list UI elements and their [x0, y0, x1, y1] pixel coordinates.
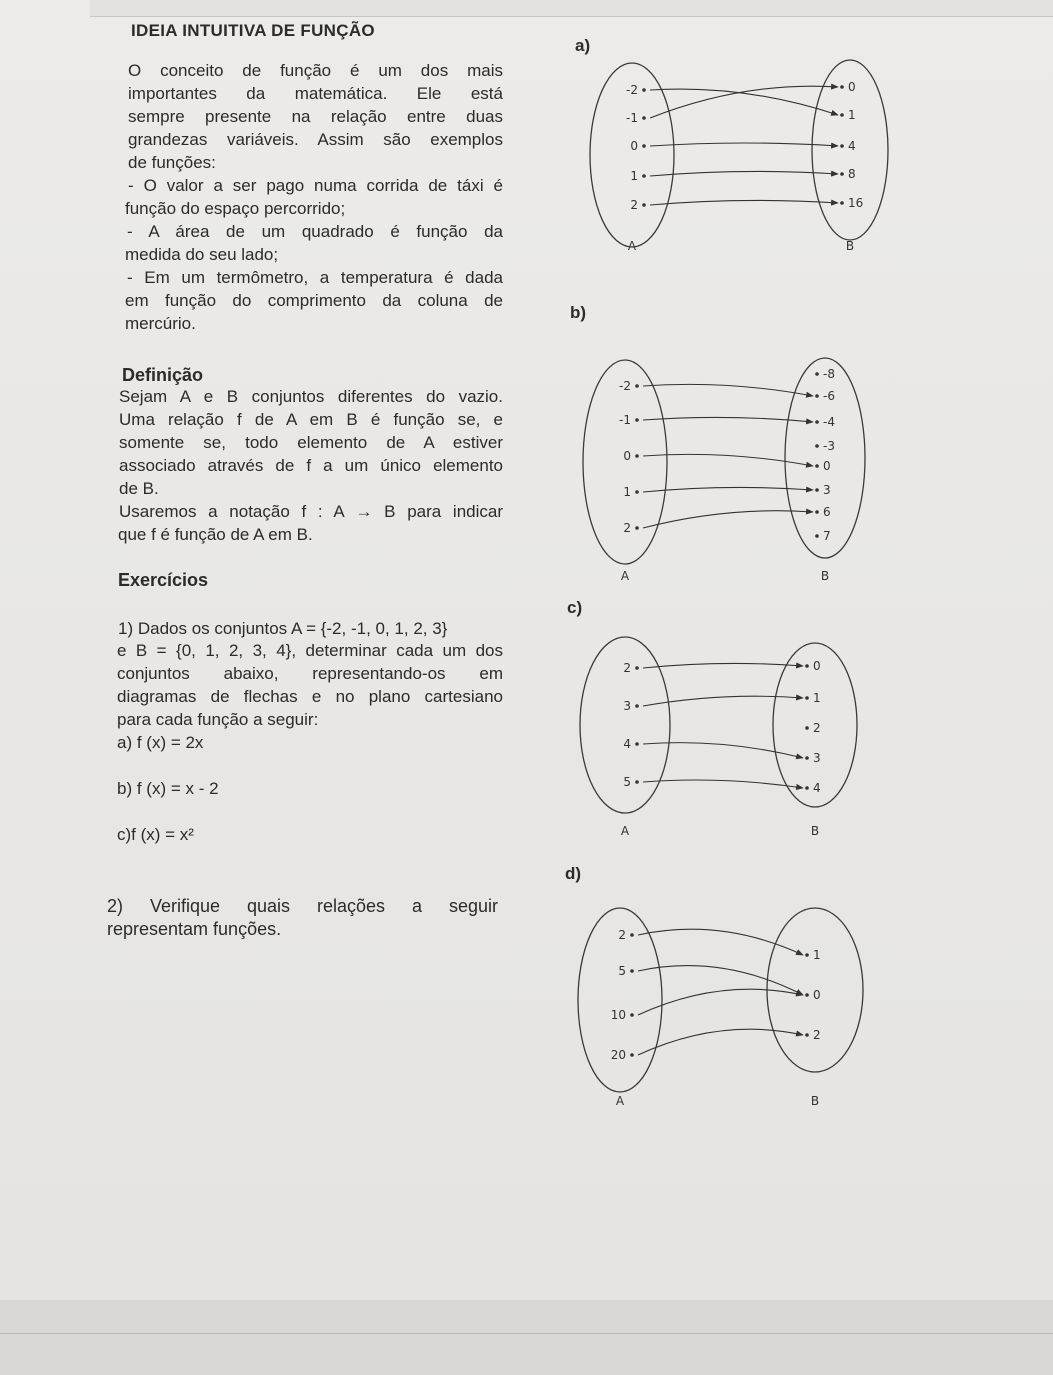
- background-surface: [0, 1300, 1053, 1375]
- mapping-arrow: [638, 929, 803, 955]
- set-a-point: [630, 1013, 634, 1017]
- diagram-d-label: d): [565, 864, 582, 883]
- set-a-element: 2: [623, 661, 631, 675]
- example-2-line-1: - A área de um quadrado é função da: [127, 222, 503, 241]
- set-b-element: 3: [813, 751, 821, 765]
- set-b-element: 0: [813, 988, 821, 1002]
- mapping-arrow: [650, 86, 838, 118]
- set-a-element: 0: [630, 139, 638, 153]
- set-b-element: 1: [813, 691, 821, 705]
- set-b-element: 2: [813, 1028, 821, 1042]
- set-b-element: 0: [823, 459, 831, 473]
- set-b-point: [815, 394, 819, 398]
- exercises-heading: Exercícios: [118, 570, 209, 590]
- set-b-point: [815, 488, 819, 492]
- set-a-point: [635, 704, 639, 708]
- q1-line-3: conjuntos abaixo, representando-os em: [117, 664, 503, 683]
- example-3-line-2: em função do comprimento da coluna de: [125, 291, 503, 310]
- mapping-arrow: [643, 384, 813, 396]
- mapping-arrow: [643, 780, 803, 788]
- set-b-point: [805, 756, 809, 760]
- intro-line-5: de funções:: [128, 153, 216, 172]
- set-a-point: [630, 1053, 634, 1057]
- set-b-element: 0: [848, 80, 856, 94]
- set-b-point: [805, 1033, 809, 1037]
- set-b-element: -8: [823, 367, 835, 381]
- set-b-element: -3: [823, 439, 835, 453]
- set-a-element: -2: [626, 83, 638, 97]
- mapping-arrow: [643, 454, 813, 466]
- mapping-arrow: [638, 989, 803, 1015]
- set-a-element: 5: [618, 964, 626, 978]
- q2-line-1: 2) Verifique quais relações a seguir: [107, 896, 498, 916]
- definition-line-5: de B.: [119, 479, 159, 498]
- set-b-name: B: [820, 569, 830, 583]
- example-3-line-1: - Em um termômetro, a temperatura é dada: [127, 268, 503, 287]
- intro-line-3: sempre presente na relação entre duas: [128, 107, 503, 126]
- set-b-element: 4: [848, 139, 856, 153]
- set-b-element: 3: [823, 483, 831, 497]
- set-b-element: 4: [813, 781, 821, 795]
- set-a-element: 2: [630, 198, 638, 212]
- set-a-element: 0: [623, 449, 631, 463]
- set-a-element: -1: [619, 413, 631, 427]
- set-b-point: [805, 664, 809, 668]
- arrow-diagram-d: [570, 895, 890, 1115]
- diagram-a-label: a): [575, 36, 591, 55]
- definition-line-1: Sejam A e B conjuntos diferentes do vazio.: [119, 387, 503, 406]
- set-b-point: [840, 85, 844, 89]
- set-a-element: 20: [610, 1048, 626, 1062]
- intro-line-1: O conceito de função é um dos mais: [128, 61, 503, 80]
- set-a-element: 2: [618, 928, 626, 942]
- definition-heading: Definição: [122, 365, 204, 385]
- set-a-point: [630, 969, 634, 973]
- set-a-point: [635, 666, 639, 670]
- set-b-name: B: [810, 1094, 820, 1108]
- definition-line-4: associado através de f a um único elemento: [119, 456, 503, 475]
- q1-line-4: diagramas de flechas e no plano cartesiano: [117, 687, 503, 706]
- set-b-element: 16: [848, 196, 864, 210]
- set-a-element: 1: [630, 169, 638, 183]
- set-b-element: 7: [823, 529, 831, 543]
- set-a-point: [642, 88, 646, 92]
- set-b-name: B: [810, 824, 820, 838]
- mapping-arrow: [643, 511, 813, 528]
- example-1-line-1: - O valor a ser pago numa corrida de táxi é: [128, 176, 503, 195]
- example-2-line-2: medida do seu lado;: [125, 245, 279, 264]
- set-a-point: [635, 384, 639, 388]
- set-a-name: A: [627, 239, 637, 253]
- set-a-point: [642, 203, 646, 207]
- set-a-point: [642, 116, 646, 120]
- set-a-point: [635, 490, 639, 494]
- q1-item-a: a) f (x) = 2x: [117, 733, 204, 752]
- set-a-point: [635, 742, 639, 746]
- set-a-element: 3: [623, 699, 631, 713]
- set-a-name: A: [620, 824, 630, 838]
- q1-line-2: e B = {0, 1, 2, 3, 4}, determinar cada um dos: [117, 641, 503, 660]
- set-b-point: [805, 993, 809, 997]
- set-b-point: [815, 510, 819, 514]
- set-b-point: [840, 144, 844, 148]
- set-b-point: [805, 786, 809, 790]
- definition-line-2: Uma relação f de A em B é função se, e: [119, 410, 503, 429]
- mapping-arrow: [650, 200, 838, 205]
- set-b-element: 1: [848, 108, 856, 122]
- arrow-diagram-a: [580, 50, 910, 265]
- set-a-element: 5: [623, 775, 631, 789]
- mapping-arrow: [650, 143, 838, 146]
- set-b-point: [840, 201, 844, 205]
- q2-line-2: representam funções.: [107, 919, 282, 939]
- set-b-point: [805, 726, 809, 730]
- set-b-point: [815, 372, 819, 376]
- set-b-point: [840, 113, 844, 117]
- set-b-ellipse: [785, 358, 865, 558]
- set-b-name: B: [845, 239, 855, 253]
- mapping-arrow: [643, 663, 803, 668]
- mapping-arrow: [650, 171, 838, 176]
- mapping-arrow: [643, 696, 803, 706]
- arrow-diagram-c: [570, 630, 890, 845]
- set-a-name: A: [615, 1094, 625, 1108]
- page-title: IDEIA INTUITIVA DE FUNÇÃO: [131, 21, 375, 40]
- set-a-point: [630, 933, 634, 937]
- set-a-element: 2: [623, 521, 631, 535]
- mapping-arrow: [650, 89, 838, 115]
- set-b-element: 6: [823, 505, 831, 519]
- set-b-element: 1: [813, 948, 821, 962]
- set-a-element: 4: [623, 737, 631, 751]
- q1-item-c: c)f (x) = x²: [117, 825, 194, 844]
- intro-line-2: importantes da matemática. Ele está: [128, 84, 503, 103]
- set-a-element: 1: [623, 485, 631, 499]
- definition-line-6: Usaremos a notação f : A → B para indicar: [119, 502, 503, 521]
- example-1-line-2: função do espaço percorrido;: [125, 199, 346, 218]
- diagram-b-label: b): [570, 303, 587, 322]
- set-b-point: [815, 420, 819, 424]
- top-paper-edge: [90, 0, 1053, 17]
- set-b-point: [840, 172, 844, 176]
- set-b-element: 8: [848, 167, 856, 181]
- set-b-point: [815, 464, 819, 468]
- set-a-element: -2: [619, 379, 631, 393]
- set-a-point: [635, 454, 639, 458]
- paper-edge-line: [0, 1333, 1053, 1334]
- set-a-element: -1: [626, 111, 638, 125]
- set-b-point: [805, 696, 809, 700]
- set-a-point: [642, 174, 646, 178]
- set-b-element: 0: [813, 659, 821, 673]
- set-a-point: [642, 144, 646, 148]
- set-b-point: [815, 444, 819, 448]
- set-b-element: 2: [813, 721, 821, 735]
- set-b-element: -6: [823, 389, 835, 403]
- q1-line-1: 1) Dados os conjuntos A = {-2, -1, 0, 1, 2, 3}: [118, 619, 448, 638]
- example-3-line-3: mercúrio.: [125, 314, 196, 333]
- q1-item-b: b) f (x) = x - 2: [117, 779, 219, 798]
- set-a-element: 10: [610, 1008, 626, 1022]
- definition-line-3: somente se, todo elemento de A estiver: [119, 433, 503, 452]
- intro-line-4: grandezas variáveis. Assim são exemplos: [128, 130, 503, 149]
- set-b-point: [805, 953, 809, 957]
- set-a-name: A: [620, 569, 630, 583]
- set-a-point: [635, 780, 639, 784]
- diagram-c-label: c): [567, 598, 583, 617]
- set-b-element: -4: [823, 415, 835, 429]
- set-a-point: [635, 418, 639, 422]
- set-a-point: [635, 526, 639, 530]
- q1-line-5: para cada função a seguir:: [117, 710, 319, 729]
- set-b-point: [815, 534, 819, 538]
- arrow-diagram-b: [575, 350, 905, 590]
- definition-line-7: que f é função de A em B.: [118, 525, 313, 544]
